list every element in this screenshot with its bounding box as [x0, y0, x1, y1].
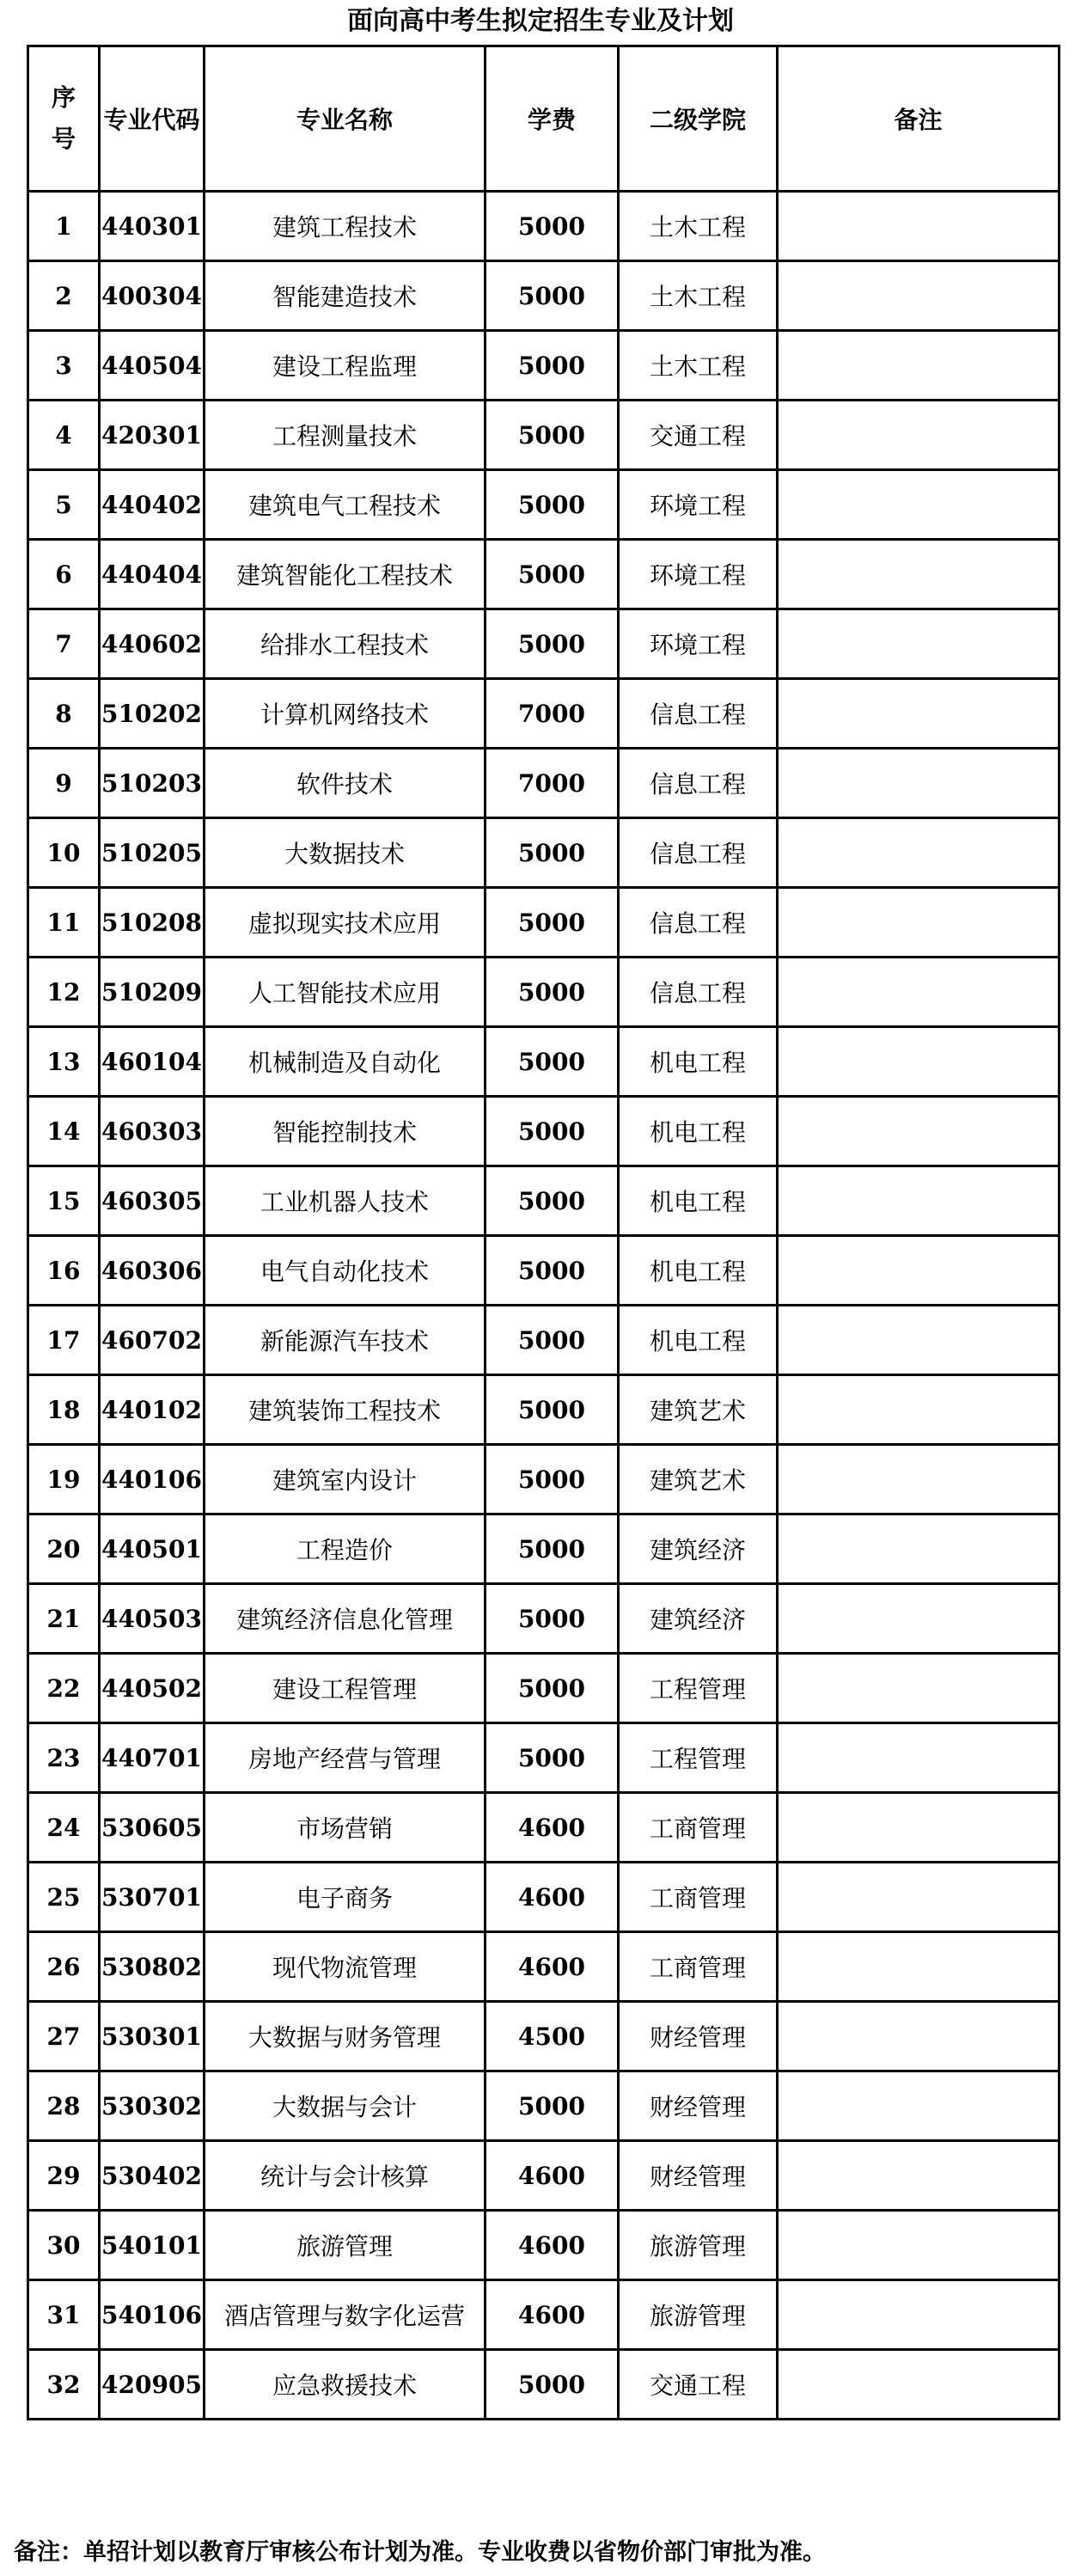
- cell-name: 市场营销: [205, 1793, 486, 1863]
- table-row: [28, 401, 1060, 470]
- cell-code: 530701: [100, 1863, 205, 1932]
- cell-code: 510203: [100, 749, 205, 818]
- table-row: [28, 1514, 1060, 1584]
- cell-seq: 10: [28, 818, 100, 888]
- cell-name: 建筑智能化工程技术: [205, 540, 486, 609]
- cell-remark: [778, 1723, 1060, 1793]
- cell-name: 智能控制技术: [205, 1097, 486, 1166]
- cell-remark: [778, 2071, 1060, 2141]
- cell-name: 现代物流管理: [205, 1932, 486, 2002]
- table-row: [28, 1375, 1060, 1445]
- cell-college: 工商管理: [619, 1793, 778, 1863]
- cell-name: 人工智能技术应用: [205, 958, 486, 1027]
- cell-name: 建筑工程技术: [205, 192, 486, 261]
- cell-name: 建设工程监理: [205, 331, 486, 401]
- cell-college: 财经管理: [619, 2002, 778, 2071]
- cell-college: 环境工程: [619, 609, 778, 679]
- cell-fee: 7000: [486, 679, 619, 749]
- cell-seq: 12: [28, 958, 100, 1027]
- cell-college: 机电工程: [619, 1166, 778, 1236]
- cell-fee: 5000: [486, 2071, 619, 2141]
- cell-code: 440502: [100, 1654, 205, 1723]
- cell-fee: 5000: [486, 818, 619, 888]
- table-row: [28, 261, 1060, 331]
- table-row: [28, 609, 1060, 679]
- cell-remark: [778, 1584, 1060, 1654]
- cell-fee: 5000: [486, 1445, 619, 1514]
- cell-name: 建筑装饰工程技术: [205, 1375, 486, 1445]
- cell-college: 建筑艺术: [619, 1375, 778, 1445]
- cell-code: 440504: [100, 331, 205, 401]
- cell-seq: 8: [28, 679, 100, 749]
- footnote: 备注：单招计划以教育厅审核公布计划为准。专业收费以省物价部门审批为准。: [14, 2539, 826, 2566]
- cell-college: 机电工程: [619, 1306, 778, 1375]
- cell-code: 420301: [100, 401, 205, 470]
- cell-college: 工商管理: [619, 1932, 778, 2002]
- cell-fee: 5000: [486, 261, 619, 331]
- cell-fee: 5000: [486, 470, 619, 540]
- cell-college: 工商管理: [619, 1863, 778, 1932]
- cell-code: 440501: [100, 1514, 205, 1584]
- cell-remark: [778, 1654, 1060, 1723]
- cell-college: 机电工程: [619, 1236, 778, 1306]
- cell-code: 530302: [100, 2071, 205, 2141]
- cell-seq: 3: [28, 331, 100, 401]
- cell-college: 旅游管理: [619, 2211, 778, 2280]
- cell-remark: [778, 1863, 1060, 1932]
- cell-code: 440503: [100, 1584, 205, 1654]
- cell-name: 建筑室内设计: [205, 1445, 486, 1514]
- cell-seq: 25: [28, 1863, 100, 1932]
- header-fee: 学费: [486, 46, 619, 192]
- cell-remark: [778, 888, 1060, 958]
- cell-college: 建筑经济: [619, 1514, 778, 1584]
- table-row: [28, 818, 1060, 888]
- cell-seq: 15: [28, 1166, 100, 1236]
- cell-college: 旅游管理: [619, 2280, 778, 2350]
- table-row: [28, 470, 1060, 540]
- cell-seq: 29: [28, 2141, 100, 2211]
- cell-name: 电子商务: [205, 1863, 486, 1932]
- cell-code: 530301: [100, 2002, 205, 2071]
- cell-name: 大数据技术: [205, 818, 486, 888]
- cell-college: 土木工程: [619, 192, 778, 261]
- cell-remark: [778, 609, 1060, 679]
- cell-fee: 5000: [486, 1514, 619, 1584]
- table-row: [28, 1584, 1060, 1654]
- cell-code: 440301: [100, 192, 205, 261]
- table-row: [28, 192, 1060, 261]
- header-seq-line2: 号: [51, 125, 76, 153]
- cell-remark: [778, 331, 1060, 401]
- cell-code: 440602: [100, 609, 205, 679]
- table-row: [28, 888, 1060, 958]
- cell-fee: 4600: [486, 1793, 619, 1863]
- table-row: [28, 958, 1060, 1027]
- table-row: [28, 1932, 1060, 2002]
- cell-name: 大数据与会计: [205, 2071, 486, 2141]
- cell-fee: 5000: [486, 331, 619, 401]
- cell-college: 工程管理: [619, 1654, 778, 1723]
- cell-name: 工程测量技术: [205, 401, 486, 470]
- cell-code: 530802: [100, 1932, 205, 2002]
- cell-code: 440701: [100, 1723, 205, 1793]
- table-row: [28, 1654, 1060, 1723]
- cell-fee: 5000: [486, 1723, 619, 1793]
- cell-fee: 5000: [486, 1097, 619, 1166]
- cell-seq: 5: [28, 470, 100, 540]
- cell-seq: 1: [28, 192, 100, 261]
- cell-name: 应急救援技术: [205, 2350, 486, 2420]
- cell-name: 建设工程管理: [205, 1654, 486, 1723]
- cell-code: 510202: [100, 679, 205, 749]
- table-row: [28, 2350, 1060, 2420]
- cell-seq: 27: [28, 2002, 100, 2071]
- cell-name: 智能建造技术: [205, 261, 486, 331]
- cell-college: 信息工程: [619, 888, 778, 958]
- table-row: [28, 1166, 1060, 1236]
- cell-remark: [778, 1514, 1060, 1584]
- cell-seq: 9: [28, 749, 100, 818]
- cell-remark: [778, 818, 1060, 888]
- cell-fee: 5000: [486, 1306, 619, 1375]
- cell-code: 460702: [100, 1306, 205, 1375]
- cell-seq: 22: [28, 1654, 100, 1723]
- cell-remark: [778, 2141, 1060, 2211]
- cell-seq: 14: [28, 1097, 100, 1166]
- cell-fee: 5000: [486, 401, 619, 470]
- cell-seq: 30: [28, 2211, 100, 2280]
- header-name: 专业名称: [205, 46, 486, 192]
- cell-seq: 4: [28, 401, 100, 470]
- cell-seq: 32: [28, 2350, 100, 2420]
- cell-name: 计算机网络技术: [205, 679, 486, 749]
- cell-seq: 2: [28, 261, 100, 331]
- cell-college: 信息工程: [619, 818, 778, 888]
- cell-seq: 20: [28, 1514, 100, 1584]
- cell-remark: [778, 261, 1060, 331]
- cell-code: 460104: [100, 1027, 205, 1097]
- table-row: [28, 331, 1060, 401]
- cell-fee: 4600: [486, 1863, 619, 1932]
- cell-college: 交通工程: [619, 401, 778, 470]
- cell-college: 机电工程: [619, 1097, 778, 1166]
- cell-code: 440102: [100, 1375, 205, 1445]
- table-row: [28, 1445, 1060, 1514]
- cell-remark: [778, 540, 1060, 609]
- cell-fee: 5000: [486, 1027, 619, 1097]
- cell-fee: 4600: [486, 1932, 619, 2002]
- cell-name: 大数据与财务管理: [205, 2002, 486, 2071]
- cell-college: 机电工程: [619, 1027, 778, 1097]
- cell-code: 440404: [100, 540, 205, 609]
- cell-fee: 5000: [486, 192, 619, 261]
- cell-remark: [778, 1306, 1060, 1375]
- cell-remark: [778, 679, 1060, 749]
- cell-code: 540106: [100, 2280, 205, 2350]
- cell-remark: [778, 1793, 1060, 1863]
- cell-seq: 23: [28, 1723, 100, 1793]
- header-code: 专业代码: [100, 46, 205, 192]
- cell-remark: [778, 401, 1060, 470]
- table-row: [28, 2280, 1060, 2350]
- enrollment-plan-table: [27, 45, 1060, 2420]
- cell-remark: [778, 958, 1060, 1027]
- cell-seq: 18: [28, 1375, 100, 1445]
- cell-seq: 11: [28, 888, 100, 958]
- cell-code: 510209: [100, 958, 205, 1027]
- cell-code: 530402: [100, 2141, 205, 2211]
- cell-name: 电气自动化技术: [205, 1236, 486, 1306]
- cell-name: 酒店管理与数字化运营: [205, 2280, 486, 2350]
- cell-name: 给排水工程技术: [205, 609, 486, 679]
- cell-seq: 6: [28, 540, 100, 609]
- cell-remark: [778, 1445, 1060, 1514]
- cell-remark: [778, 1166, 1060, 1236]
- cell-code: 530605: [100, 1793, 205, 1863]
- cell-seq: 26: [28, 1932, 100, 2002]
- cell-code: 440402: [100, 470, 205, 540]
- cell-college: 工程管理: [619, 1723, 778, 1793]
- cell-seq: 7: [28, 609, 100, 679]
- table-row: [28, 1793, 1060, 1863]
- header-seq: [28, 46, 100, 192]
- cell-college: 环境工程: [619, 470, 778, 540]
- cell-code: 460303: [100, 1097, 205, 1166]
- cell-fee: 5000: [486, 1236, 619, 1306]
- cell-name: 旅游管理: [205, 2211, 486, 2280]
- cell-code: 420905: [100, 2350, 205, 2420]
- cell-remark: [778, 1097, 1060, 1166]
- cell-seq: 24: [28, 1793, 100, 1863]
- page-title: 面向高中考生拟定招生专业及计划: [347, 6, 734, 36]
- cell-name: 新能源汽车技术: [205, 1306, 486, 1375]
- table-header-row: [28, 46, 1060, 192]
- cell-remark: [778, 1027, 1060, 1097]
- cell-college: 建筑艺术: [619, 1445, 778, 1514]
- cell-remark: [778, 2280, 1060, 2350]
- cell-code: 400304: [100, 261, 205, 331]
- table-row: [28, 2071, 1060, 2141]
- cell-college: 建筑经济: [619, 1584, 778, 1654]
- table-row: [28, 679, 1060, 749]
- cell-college: 土木工程: [619, 331, 778, 401]
- cell-code: 460306: [100, 1236, 205, 1306]
- cell-code: 440106: [100, 1445, 205, 1514]
- cell-seq: 13: [28, 1027, 100, 1097]
- cell-college: 环境工程: [619, 540, 778, 609]
- table-row: [28, 1306, 1060, 1375]
- table-row: [28, 749, 1060, 818]
- cell-seq: 17: [28, 1306, 100, 1375]
- cell-seq: 31: [28, 2280, 100, 2350]
- cell-name: 统计与会计核算: [205, 2141, 486, 2211]
- cell-name: 机械制造及自动化: [205, 1027, 486, 1097]
- cell-fee: 5000: [486, 1584, 619, 1654]
- cell-college: 信息工程: [619, 749, 778, 818]
- cell-code: 510208: [100, 888, 205, 958]
- cell-name: 虚拟现实技术应用: [205, 888, 486, 958]
- header-college: 二级学院: [619, 46, 778, 192]
- table-row: [28, 1236, 1060, 1306]
- cell-fee: 4600: [486, 2211, 619, 2280]
- header-remark: 备注: [778, 46, 1060, 192]
- header-seq-line1: 序: [51, 83, 76, 112]
- table-row: [28, 1027, 1060, 1097]
- cell-remark: [778, 749, 1060, 818]
- table-row: [28, 2211, 1060, 2280]
- cell-seq: 21: [28, 1584, 100, 1654]
- cell-fee: 5000: [486, 888, 619, 958]
- cell-fee: 4600: [486, 2141, 619, 2211]
- cell-remark: [778, 2350, 1060, 2420]
- table-row: [28, 1723, 1060, 1793]
- cell-name: 工业机器人技术: [205, 1166, 486, 1236]
- cell-remark: [778, 1932, 1060, 2002]
- table-row: [28, 540, 1060, 609]
- cell-name: 建筑电气工程技术: [205, 470, 486, 540]
- table-row: [28, 1863, 1060, 1932]
- cell-remark: [778, 2002, 1060, 2071]
- cell-fee: 5000: [486, 958, 619, 1027]
- cell-name: 软件技术: [205, 749, 486, 818]
- cell-name: 工程造价: [205, 1514, 486, 1584]
- cell-seq: 19: [28, 1445, 100, 1514]
- table-row: [28, 2141, 1060, 2211]
- cell-college: 信息工程: [619, 679, 778, 749]
- cell-fee: 5000: [486, 1375, 619, 1445]
- cell-fee: 5000: [486, 1166, 619, 1236]
- cell-seq: 16: [28, 1236, 100, 1306]
- cell-fee: 5000: [486, 609, 619, 679]
- cell-fee: 4500: [486, 2002, 619, 2071]
- cell-fee: 5000: [486, 1654, 619, 1723]
- cell-college: 财经管理: [619, 2071, 778, 2141]
- cell-remark: [778, 470, 1060, 540]
- cell-fee: 4600: [486, 2280, 619, 2350]
- cell-seq: 28: [28, 2071, 100, 2141]
- cell-remark: [778, 2211, 1060, 2280]
- cell-remark: [778, 1375, 1060, 1445]
- cell-college: 土木工程: [619, 261, 778, 331]
- cell-fee: 5000: [486, 540, 619, 609]
- table-row: [28, 2002, 1060, 2071]
- cell-name: 房地产经营与管理: [205, 1723, 486, 1793]
- cell-code: 540101: [100, 2211, 205, 2280]
- cell-fee: 7000: [486, 749, 619, 818]
- cell-college: 信息工程: [619, 958, 778, 1027]
- cell-fee: 5000: [486, 2350, 619, 2420]
- table-body: [28, 192, 1060, 2420]
- cell-remark: [778, 1236, 1060, 1306]
- cell-code: 460305: [100, 1166, 205, 1236]
- cell-college: 交通工程: [619, 2350, 778, 2420]
- cell-remark: [778, 192, 1060, 261]
- cell-name: 建筑经济信息化管理: [205, 1584, 486, 1654]
- cell-code: 510205: [100, 818, 205, 888]
- cell-college: 财经管理: [619, 2141, 778, 2211]
- table-row: [28, 1097, 1060, 1166]
